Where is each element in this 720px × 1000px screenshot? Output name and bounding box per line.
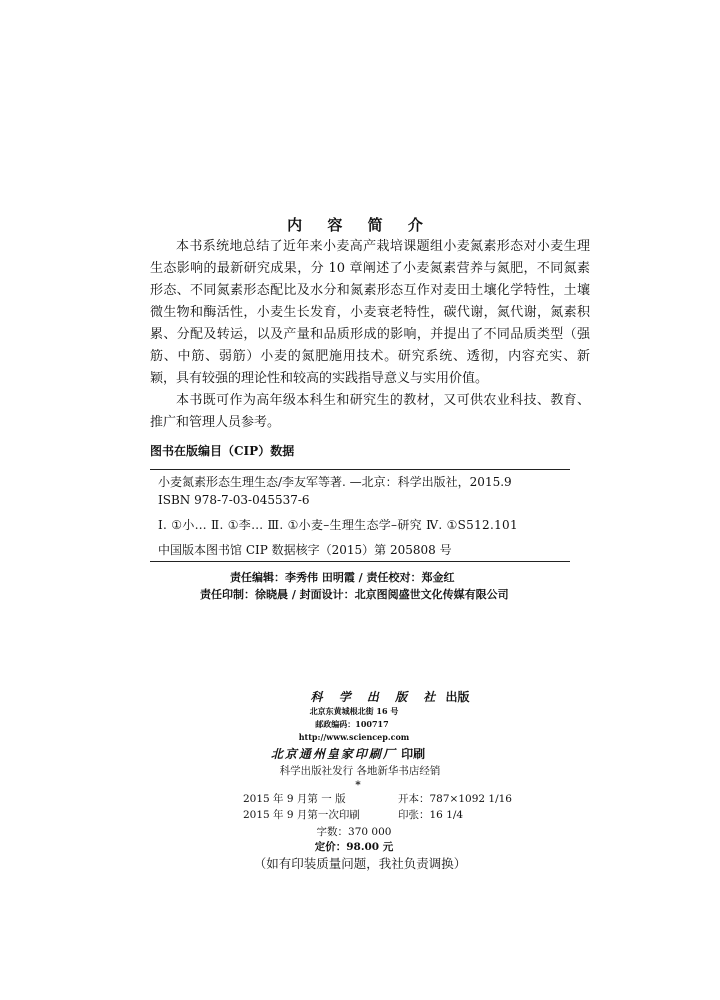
publisher-postcode: 邮政编码：100717 [315, 719, 389, 729]
printer-suffix: 印刷 [401, 747, 426, 761]
summary-paragraph-2: 本书既可作为高年级本科生和研究生的教材，又可供农业科技、教育、推广和管理人员参考。 [150, 393, 590, 430]
credits-editors: 责任编辑：李秀伟 田明霞 / 责任校对：郑金红 [230, 571, 455, 584]
publisher-address: 北京东黄城根北街 16 号 [309, 706, 399, 716]
sheets-info: 印张：16 1/4 [398, 809, 464, 821]
cip-top-rule [150, 469, 570, 470]
price: 定价：98.00 元 [314, 841, 394, 853]
publisher-name: 科 学 出 版 社 [310, 690, 442, 704]
content-summary [150, 236, 590, 434]
cip-classification: Ⅰ. ①小… Ⅱ. ①李… Ⅲ. ①小麦–生理生态学–研究 Ⅳ. ①S512.101 [158, 518, 518, 532]
publisher-website: http://www.sciencep.com [298, 732, 410, 742]
cip-title-line: 小麦氮素形态生理生态/李友军等著. —北京：科学出版社，2015.9 [158, 475, 512, 489]
separator-star: * [355, 779, 361, 791]
cip-bottom-rule [150, 561, 570, 562]
cip-data-number: 中国版本图书馆 CIP 数据核字（2015）第 205808 号 [158, 543, 452, 557]
publisher-suffix: 出版 [445, 690, 470, 704]
cip-heading: 图书在版编目（CIP）数据 [150, 444, 295, 458]
printer-name: 北京通州皇家印刷厂 [270, 747, 397, 761]
word-count: 字数：370 000 [316, 826, 392, 838]
summary-paragraph-1: 本书系统地总结了近年来小麦高产栽培课题组小麦氮素形态对小麦生理生态影响的最新研究成果，分 10 章阐述了小麦氮素营养与氮肥，不同氮素形态、不同氮素形态配比及水分和氮素形态互作对麦田土壤化学特性，土壤微生物和酶活性，小麦生长发育，小麦衰老特性，碳代谢，氮代谢，氮素积累、分配及转运，以及产量和品质形成的影响，并提出了不同品质类型（强筋、中筋、弱筋）小麦的氮肥施用技术。研究系统、透彻，内容充实、新颖，具有较强的理论性和较高的实践指导意义与实用价值。 [150, 239, 590, 386]
format-info: 开本：787×1092 1/16 [398, 793, 512, 805]
edition-info: 2015 年 9 月第 一 版 [243, 793, 346, 805]
quality-notice: （如有印装质量问题，我社负责调换） [253, 856, 467, 871]
printer-line [0, 745, 708, 762]
credits-production: 责任印制：徐晓晨 / 封面设计：北京图阅盛世文化传媒有限公司 [200, 588, 509, 601]
content-summary-title: 内 容 简 介 [287, 216, 433, 234]
publisher-line [30, 688, 720, 705]
cip-isbn: ISBN 978-7-03-045537-6 [158, 493, 310, 507]
distribution: 科学出版社发行 各地新华书店经销 [279, 765, 441, 777]
printing-info: 2015 年 9 月第一次印刷 [243, 809, 360, 821]
